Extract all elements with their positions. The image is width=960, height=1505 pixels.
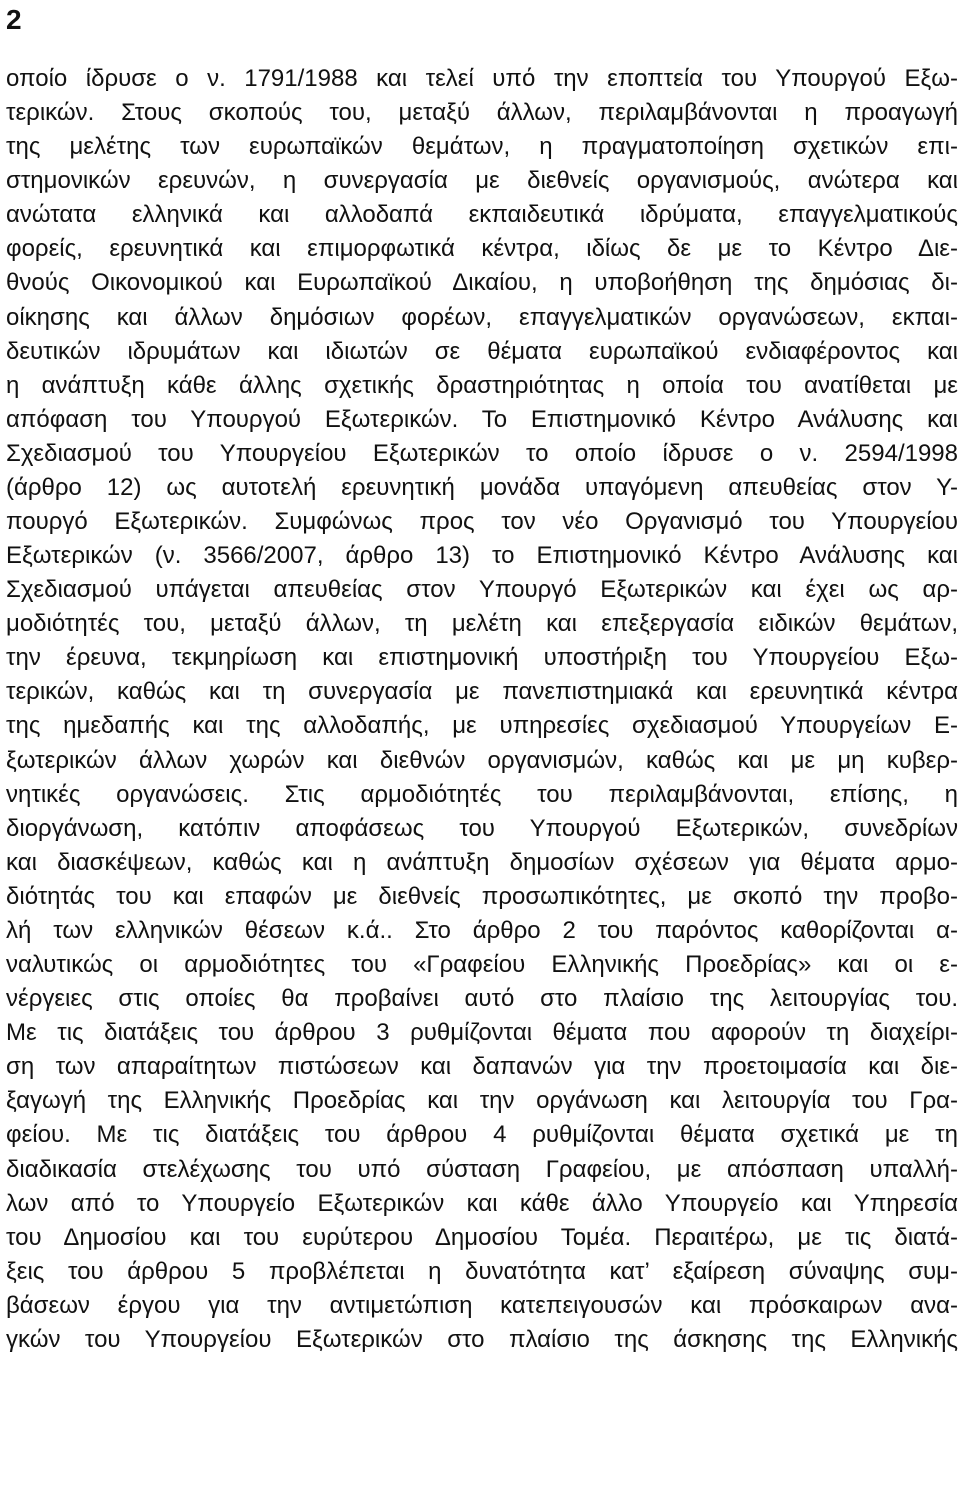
text-line: ξωτερικών άλλων χωρών και διεθνών οργανισμών, καθώς και με μη κυβερ- (6, 746, 958, 774)
text-line: Με τις διατάξεις του άρθρου 3 ρυθμίζονται θέματα που αφορούν τη διαχείρι- (6, 1019, 958, 1047)
text-line: νητικές οργανώσεις. Στις αρμοδιότητές του περιλαμβάνονται, επίσης, η (6, 780, 958, 808)
text-line: νέργειες στις οποίες θα προβαίνει αυτό στο πλαίσιο της λειτουργίας του. (6, 985, 958, 1013)
text-line: τερικών. Στους σκοπούς του, μεταξύ άλλων, περιλαμβάνονται η προαγωγή (6, 99, 958, 127)
text-line: ανώτατα ελληνικά και αλλοδαπά εκπαιδευτικά ιδρύματα, επαγγελματικούς (6, 201, 958, 229)
text-line: απόφαση του Υπουργού Εξωτερικών. Το Επιστημονικό Κέντρο Ανάλυσης και (6, 405, 958, 433)
text-line: δευτικών ιδρυμάτων και ιδιωτών σε θέματα ευρωπαϊκού ενδιαφέροντος και (6, 337, 958, 365)
text-line: ναλυτικώς οι αρμοδιότητες του «Γραφείου Ελληνικής Προεδρίας» και οι ε- (6, 951, 958, 979)
text-line: και διασκέψεων, καθώς και η ανάπτυξη δημοσίων σχέσεων για θέματα αρμο- (6, 848, 958, 876)
text-line: βάσεων έργου για την αντιμετώπιση κατεπειγουσών και πρόσκαιρων ανα- (6, 1291, 958, 1319)
page-number: 2 (6, 4, 22, 35)
text-line: στημονικών ερευνών, η συνεργασία με διεθνείς οργανισμούς, ανώτερα και (6, 167, 958, 195)
text-line: η ανάπτυξη κάθε άλλης σχετικής δραστηριότητας η οποία του ανατίθεται με (6, 371, 958, 399)
text-line: πουργό Εξωτερικών. Συμφώνως προς τον νέο Οργανισμό του Υπουργείου (6, 508, 958, 536)
text-line: Εξωτερικών (ν. 3566/2007, άρθρο 13) το Επιστημονικό Κέντρο Ανάλυσης και (6, 542, 958, 570)
text-line: οποίο ίδρυσε ο ν. 1791/1988 και τελεί υπό την εποπτεία του Υπουργού Εξω- (6, 65, 958, 92)
text-line: φορείς, ερευνητικά και επιμορφωτικά κέντρα, ιδίως δε με το Κέντρο Διε- (6, 235, 958, 263)
text-line: οίκησης και άλλων δημόσιων φορέων, επαγγελματικών οργανώσεων, εκπαι- (6, 303, 958, 331)
text-line: μοδιότητές του, μεταξύ άλλων, τη μελέτη και επεξεργασία ειδικών θεμάτων, (6, 610, 958, 638)
text-line: ξεις του άρθρου 5 προβλέπεται η δυνατότητα κατ’ εξαίρεση σύναψης συμ- (6, 1257, 958, 1285)
text-line: διαδικασία στελέχωσης του υπό σύσταση Γραφείου, με απόσπαση υπαλλή- (6, 1155, 958, 1183)
body-paragraph (6, 62, 958, 1357)
text-line: Σχεδιασμού υπάγεται απευθείας στον Υπουργό Εξωτερικών και έχει ως αρ- (6, 576, 958, 604)
text-line: θνούς Οικονομικού και Ευρωπαϊκού Δικαίου, η υποβοήθηση της δημόσιας δι- (6, 269, 958, 297)
text-line: γκών του Υπουργείου Εξωτερικών στο πλαίσιο της άσκησης της Ελληνικής (6, 1325, 958, 1353)
text-line: λων από το Υπουργείο Εξωτερικών και κάθε άλλο Υπουργείο και Υπηρεσία (6, 1189, 958, 1217)
text-line: διοργάνωση, κατόπιν αποφάσεως του Υπουργού Εξωτερικών, συνεδρίων (6, 814, 958, 842)
text-line: (άρθρο 12) ως αυτοτελή ερευνητική μονάδα υπαγόμενη απευθείας στον Υ- (6, 473, 958, 501)
text-line: διότητάς του και επαφών με διεθνείς προσωπικότητες, με σκοπό την προβο- (6, 882, 958, 910)
text-line: την έρευνα, τεκμηρίωση και επιστημονική υποστήριξη του Υπουργείου Εξω- (6, 644, 958, 672)
text-line: Σχεδιασμού του Υπουργείου Εξωτερικών το οποίο ίδρυσε ο ν. 2594/1998 (6, 439, 958, 467)
text-line: λή των ελληνικών θέσεων κ.ά.. Στο άρθρο 2 του παρόντος καθορίζονται α- (6, 916, 958, 944)
text-line: τερικών, καθώς και τη συνεργασία με πανεπιστημιακά και ερευνητικά κέντρα (6, 678, 958, 706)
text-line: ξαγωγή της Ελληνικής Προεδρίας και την οργάνωση και λειτουργία του Γρα- (6, 1087, 958, 1115)
text-line: της ημεδαπής και της αλλοδαπής, με υπηρεσίες σχεδιασμού Υπουργείων Ε- (6, 712, 958, 740)
text-line: ση των απαραίτητων πιστώσεων και δαπανών για την προετοιμασία και διε- (6, 1053, 958, 1081)
text-line: του Δημοσίου και του ευρύτερου Δημοσίου Τομέα. Περαιτέρω, με τις διατά- (6, 1223, 958, 1251)
text-line: της μελέτης των ευρωπαϊκών θεμάτων, η πραγματοποίηση σχετικών επι- (6, 133, 958, 161)
text-line: φείου. Με τις διατάξεις του άρθρου 4 ρυθμίζονται θέματα σχετικά με τη (6, 1121, 958, 1149)
